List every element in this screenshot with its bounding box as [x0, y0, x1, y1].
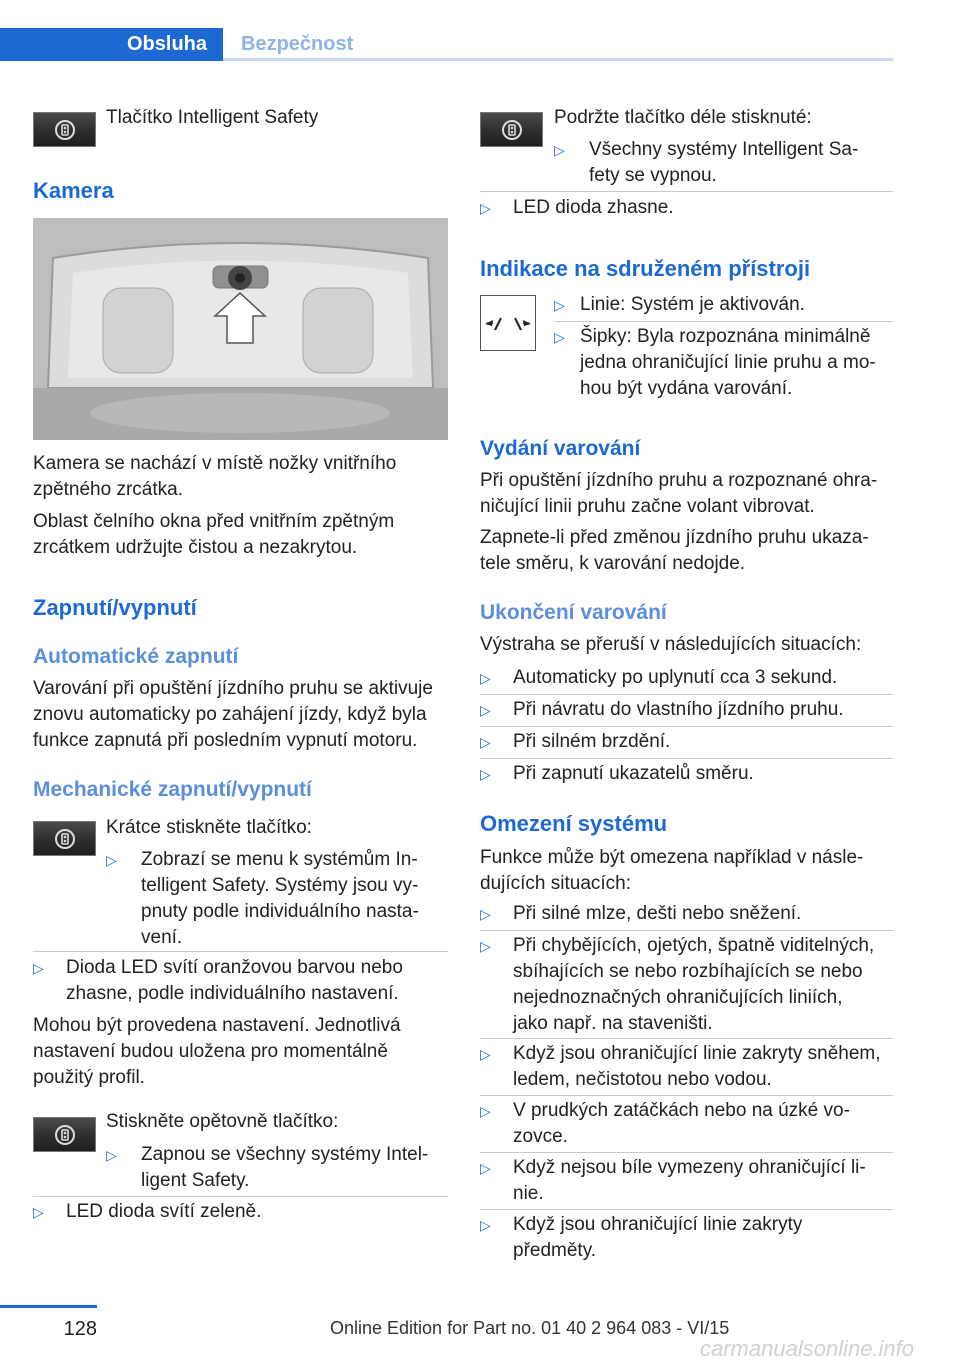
press-again-text: Stiskněte opětovně tlačítko:	[106, 1111, 339, 1132]
bullet-marker: ▷	[480, 1160, 491, 1176]
bullet-marker: ▷	[33, 960, 44, 976]
bullet-marker: ▷	[480, 906, 491, 922]
auto-paragraph: Varování při opuštění jízdního pruhu se aktivuje znovu automaticky po zahájení jízdy, když byla funkce zapnutá při posledním vypnutí motoru.	[33, 678, 433, 751]
tab-bezpecnost[interactable]: Bezpečnost	[223, 28, 893, 61]
bullet-marker: ▷	[106, 1147, 117, 1163]
button-caption: Tlačítko Intelligent Safety	[106, 107, 319, 128]
intelligent-safety-icon	[500, 118, 524, 142]
edition-text: Online Edition for Part no. 01 40 2 964 083 - VI/15	[330, 1318, 730, 1338]
heading-omezeni-systemu: Omezení systému	[480, 811, 668, 836]
limits-bullet-3: Když jsou ohraničující linie zakryty sněhem, ledem, nečistotou nebo vodou.	[513, 1043, 881, 1090]
press-short-text: Krátce stiskněte tlačítko:	[106, 817, 312, 838]
heading-indikace: Indikace na sdruženém přístroji	[480, 256, 811, 281]
bullet-all-on-text: Zapnou se všechny systémy Intel- ligent Safety.	[141, 1144, 429, 1191]
limits-bullet-6: Když jsou ohraničující linie zakryty předměty.	[513, 1214, 803, 1261]
bullet-marker: ▷	[480, 1217, 491, 1233]
heading-vydani-varovani: Vydání varování	[480, 437, 641, 460]
end-bullet-1: Automaticky po uplynutí cca 3 sekund.	[513, 667, 838, 688]
camera-paragraph-2: Oblast čelního okna před vnitřním zpětným zrcátkem udržujte čistou a nezakrytou.	[33, 511, 395, 558]
end-bullet-3: Při silném brzdění.	[513, 731, 671, 752]
indicator-bullet-2: Šipky: Byla rozpoznána minimálně jedna ohraničující linie pruhu a mo- hou být vydána varování.	[580, 326, 876, 399]
heading-mechanicke: Mechanické zapnutí/vypnutí	[33, 778, 312, 801]
limits-bullet-5: Když nejsou bíle vymezeny ohraničující li- nie.	[513, 1157, 866, 1204]
bullet-menu-text: Zobrazí se menu k systémům In- telligent Safety. Systémy jsou vy- pnuty podle individuálního nasta- vení.	[141, 849, 419, 948]
lane-indicator-image	[480, 295, 536, 351]
bullet-marker: ▷	[480, 734, 491, 750]
lane-lines-icon	[481, 296, 535, 350]
limits-bullet-4: V prudkých zatáčkách nebo na úzké vo- zovce.	[513, 1100, 850, 1147]
tab-obsluha[interactable]: Obsluha	[0, 28, 223, 61]
intelligent-safety-icon	[53, 118, 77, 142]
bullet-marker: ▷	[554, 297, 565, 313]
bullet-marker: ▷	[480, 670, 491, 686]
page-number: 128	[63, 1318, 97, 1340]
heading-automaticke-zapnuti: Automatické zapnutí	[33, 645, 239, 668]
watermark: carmanualsonline.info	[700, 1336, 915, 1361]
bullet-marker: ▷	[33, 1204, 44, 1220]
camera-photo	[33, 218, 448, 440]
heading-zapnuti-vypnuti: Zapnutí/vypnutí	[33, 595, 197, 620]
warn-paragraph-1: Při opuštění jízdního pruhu a rozpoznané ohra- ničující linii pruhu začne volant vibrovat.	[480, 470, 878, 517]
bullet-marker: ▷	[480, 1103, 491, 1119]
end-paragraph: Výstraha se přeruší v následujících situacích:	[480, 634, 862, 655]
warn-paragraph-2: Zapnete-li před změnou jízdního pruhu ukaza- tele směru, k varování nedojde.	[480, 527, 869, 574]
separator	[480, 191, 893, 192]
separator	[480, 1209, 893, 1210]
bullet-marker: ▷	[106, 852, 117, 868]
footer-accent-line	[0, 1305, 97, 1308]
bullet-marker: ▷	[480, 1046, 491, 1062]
bullet-marker: ▷	[554, 142, 565, 158]
bullet-marker: ▷	[480, 200, 491, 216]
bullet-all-off-text: Všechny systémy Intelligent Sa- fety se vypnou.	[589, 139, 859, 186]
bullet-led-off-text: LED dioda zhasne.	[513, 197, 674, 218]
heading-ukonceni-varovani: Ukončení varování	[480, 601, 667, 624]
bullet-marker: ▷	[554, 329, 565, 345]
intelligent-safety-button-image-3	[33, 1117, 96, 1152]
separator	[480, 758, 893, 759]
indicator-bullet-1: Linie: Systém je aktivován.	[580, 294, 805, 315]
separator	[480, 694, 893, 695]
bullet-marker: ▷	[480, 702, 491, 718]
separator	[33, 1196, 448, 1197]
bullet-led-orange-text: Dioda LED svítí oranžovou barvou nebo zhasne, podle individuálního nastavení.	[66, 957, 403, 1004]
separator	[33, 951, 448, 952]
bullet-marker: ▷	[480, 766, 491, 782]
intelligent-safety-icon	[53, 827, 77, 851]
separator	[554, 321, 893, 322]
end-bullet-4: Při zapnutí ukazatelů směru.	[513, 763, 754, 784]
bullet-led-green-text: LED dioda svítí zeleně.	[66, 1201, 262, 1222]
limits-bullet-2: Při chybějících, ojetých, špatně viditelných, sbíhajících se nebo rozbíhajících se nebo nejednoznačných ohraničujících liniích, jako např. na staveništi.	[513, 935, 875, 1034]
heading-kamera: Kamera	[33, 178, 114, 203]
bullet-marker: ▷	[480, 938, 491, 954]
intelligent-safety-icon	[53, 1123, 77, 1147]
separator	[480, 726, 893, 727]
intelligent-safety-button-image-2	[33, 821, 96, 856]
camera-paragraph-1: Kamera se nachází v místě nožky vnitřního zpětného zrcátka.	[33, 453, 397, 500]
windshield-camera-illustration	[33, 218, 448, 440]
separator	[480, 930, 893, 931]
separator	[480, 1095, 893, 1096]
limits-bullet-1: Při silné mlze, dešti nebo sněžení.	[513, 903, 802, 924]
hold-text: Podržte tlačítko déle stisknuté:	[554, 107, 812, 128]
settings-paragraph: Mohou být provedena nastavení. Jednotlivá nastavení budou uložena pro momentálně použitý profil.	[33, 1015, 401, 1088]
limits-paragraph: Funkce může být omezena například v násle- dujících situacích:	[480, 847, 864, 894]
intelligent-safety-button-image-4	[480, 112, 543, 147]
intelligent-safety-button-image	[33, 112, 96, 147]
end-bullet-2: Při návratu do vlastního jízdního pruhu.	[513, 699, 844, 720]
separator	[480, 1152, 893, 1153]
separator	[480, 1038, 893, 1039]
